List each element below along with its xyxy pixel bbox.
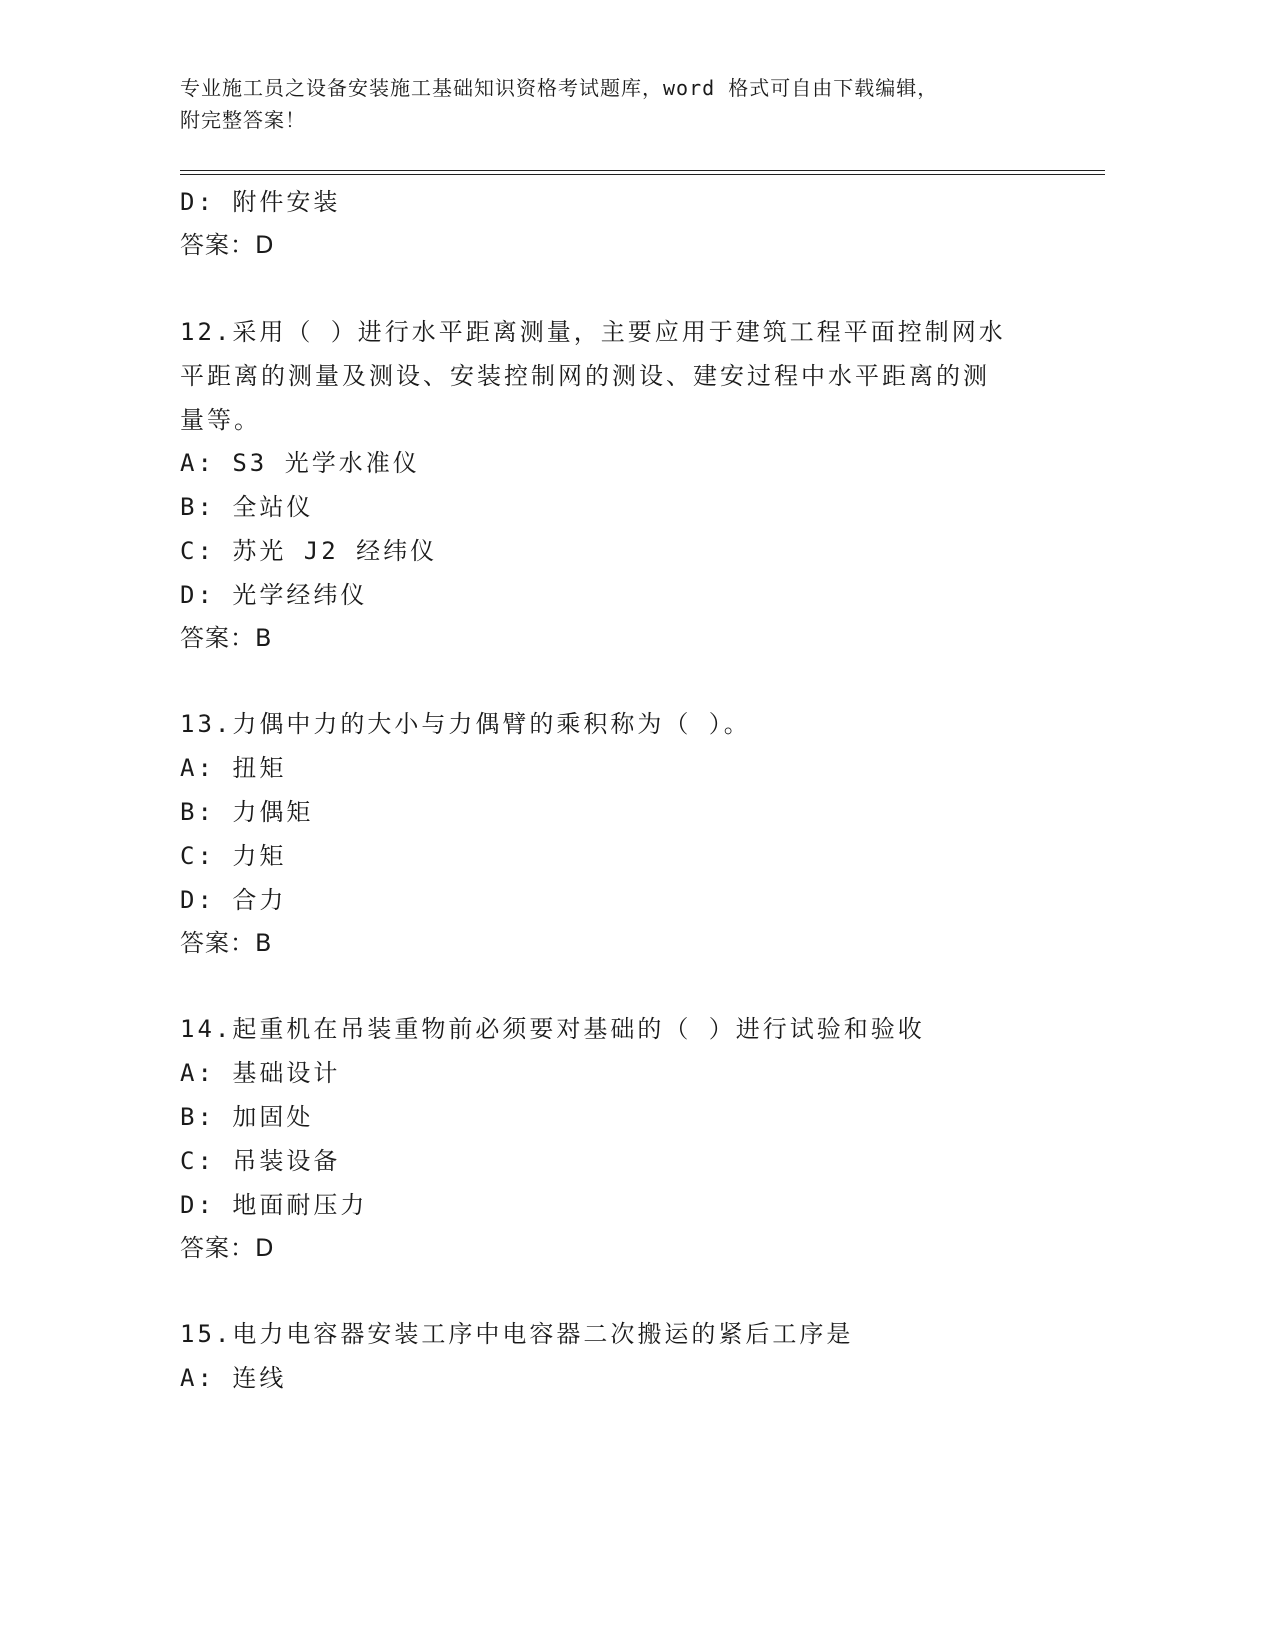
q14-option-d: D: 地面耐压力 xyxy=(180,1191,368,1219)
q14-answer: 答案：D xyxy=(180,1234,275,1262)
q12-option-d: D: 光学经纬仪 xyxy=(180,581,368,609)
q13-option-d: D: 合力 xyxy=(180,886,287,914)
q13-answer: 答案：B xyxy=(180,929,273,957)
q14-option-b: B: 加固处 xyxy=(180,1103,314,1131)
q13-stem: 13.力偶中力的大小与力偶臂的乘积称为（ ）。 xyxy=(180,710,751,738)
q12-option-a: A: S3 光学水准仪 xyxy=(180,449,420,477)
q13-option-b: B: 力偶矩 xyxy=(180,798,314,826)
q14-option-a: A: 基础设计 xyxy=(180,1059,341,1087)
q14-stem: 14.起重机在吊装重物前必须要对基础的（ ）进行试验和验收 xyxy=(180,1015,925,1043)
q12-answer: 答案：B xyxy=(180,624,273,652)
header-divider-top xyxy=(180,170,1105,171)
q11-option-d: D: 附件安装 xyxy=(180,188,341,216)
q14-option-c: C: 吊装设备 xyxy=(180,1147,341,1175)
q12-option-c: C: 苏光 J2 经纬仪 xyxy=(180,537,438,565)
q12-option-b: B: 全站仪 xyxy=(180,493,314,521)
q12-stem-line-1: 12.采用（ ）进行水平距离测量，主要应用于建筑工程平面控制网水 xyxy=(180,318,1006,346)
q13-option-a: A: 扭矩 xyxy=(180,754,287,782)
q15-stem: 15.电力电容器安装工序中电容器二次搬运的紧后工序是 xyxy=(180,1320,854,1348)
document-header xyxy=(180,72,1020,136)
q11-answer: 答案：D xyxy=(180,231,275,259)
header-line-2: 附完整答案！ xyxy=(180,108,306,132)
header-line-1: 专业施工员之设备安装施工基础知识资格考试题库，word 格式可自由下载编辑， xyxy=(180,76,939,100)
q15-option-a: A: 连线 xyxy=(180,1364,287,1392)
header-divider-bottom xyxy=(180,174,1105,175)
q12-stem-line-3: 量等。 xyxy=(180,406,261,434)
q12-stem xyxy=(180,310,1020,442)
q13-option-c: C: 力矩 xyxy=(180,842,287,870)
q12-stem-line-2: 平距离的测量及测设、安装控制网的测设、建安过程中水平距离的测 xyxy=(180,362,990,390)
